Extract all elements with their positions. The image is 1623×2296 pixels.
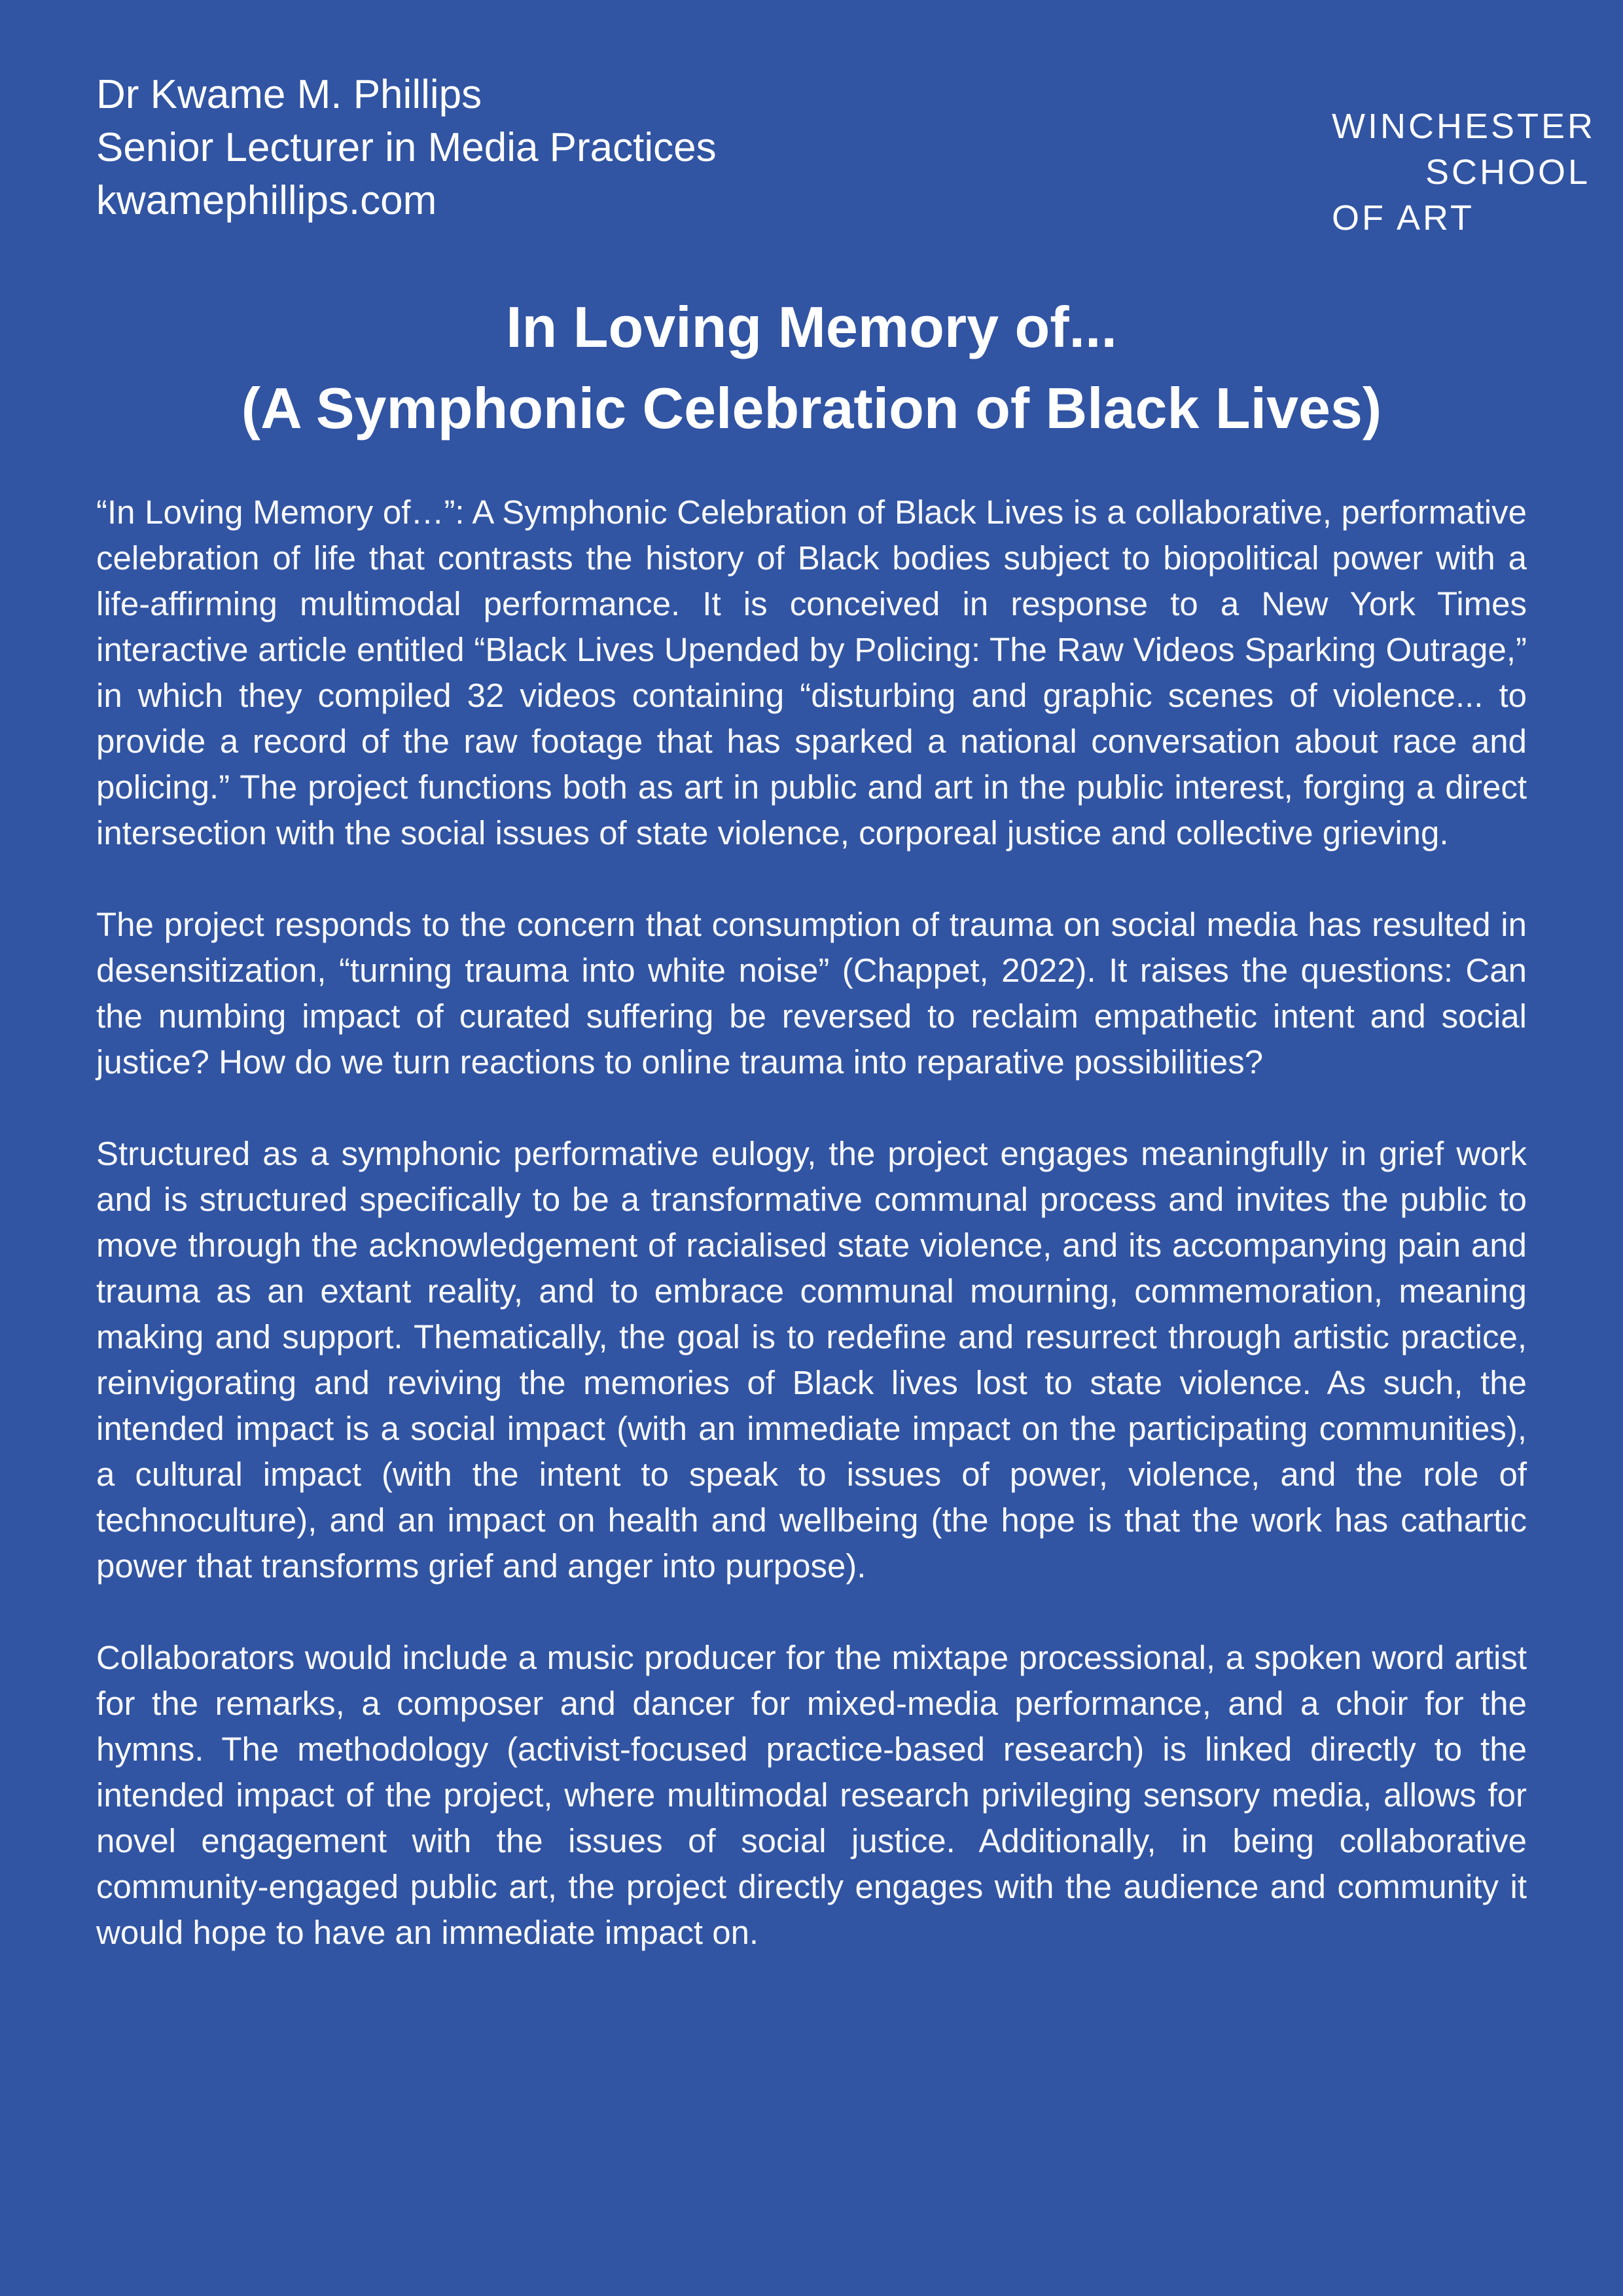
page-title [0, 287, 1623, 449]
paragraph-collaborators: Collaborators would include a music producer for the mixtape processional, a spoken word artist for the remarks, a composer and dancer for mixed-media performance, and a choir for the hymns. The methodology (activist-focused practice-based research) is linked directly to the intended impact of the project, where multimodal research privileging sensory media, allows for novel engagement with the issues of social justice. Additionally, in being collaborative community-engaged public art, the project directly engages with the audience and community it would hope to have an immediate impact on. [96, 1639, 1527, 1951]
author-website-link[interactable]: kwamephillips.com [96, 178, 437, 223]
author-header [96, 68, 1078, 227]
paragraph-concern: The project responds to the concern that consumption of trauma on social media has resulted in desensitization, “turning trauma into white noise” (Chappet, 2022). It raises the questions: Can the numbing impact of curated suffering be reversed to reclaim empathetic intent and social justice? How do we turn reactions to online trauma into reparative possibilities? [96, 906, 1527, 1081]
paragraph-structure: Structured as a symphonic performative eulogy, the project engages meaningfully in grief work and is structured specifically to be a transformative communal process and invites the public to move through the acknowledgement of racialised state violence, and its accompanying pain and trauma as an extant reality, and to embrace communal mourning, commemoration, meaning making and support. Thematically, the goal is to redefine and resurrect through artistic practice, reinvigorating and reviving the memories of Black lives lost to state violence. As such, the intended impact is a social impact (with an immediate impact on the participating communities), a cultural impact (with the intent to speak to issues of power, violence, and the role of technoculture), and an impact on health and wellbeing (the hope is that the work has cathartic power that transforms grief and anger into purpose). [96, 1135, 1527, 1585]
title-line-main: In Loving Memory of... [506, 295, 1117, 359]
author-name: Dr Kwame M. Phillips [96, 72, 482, 117]
title-line-subtitle: (A Symphonic Celebration of Black Lives) [241, 376, 1382, 440]
logo-line-of-art: OF ART [1332, 198, 1475, 238]
logo-line-school: SCHOOL [1425, 152, 1591, 192]
winchester-school-of-art-logo [1332, 103, 1596, 241]
paragraph-introduction: “In Loving Memory of…”: A Symphonic Celebration of Black Lives is a collaborative, performative celebration of life that contrasts the history of Black bodies subject to biopolitical power with a life-affirming multimodal performance. It is conceived in response to a New York Times interactive article entitled “Black Lives Upended by Policing: The Raw Videos Sparking Outrage,” in which they compiled 32 videos containing “disturbing and graphic scenes of violence... to provide a record of the raw footage that has sparked a national conversation about race and policing.” The project functions both as art in public and art in the public interest, forging a direct intersection with the social issues of state violence, corporeal justice and collective grieving. [96, 493, 1527, 852]
body-text [96, 490, 1527, 2001]
logo-line-winchester: WINCHESTER [1332, 107, 1596, 146]
author-role: Senior Lecturer in Media Practices [96, 125, 717, 170]
